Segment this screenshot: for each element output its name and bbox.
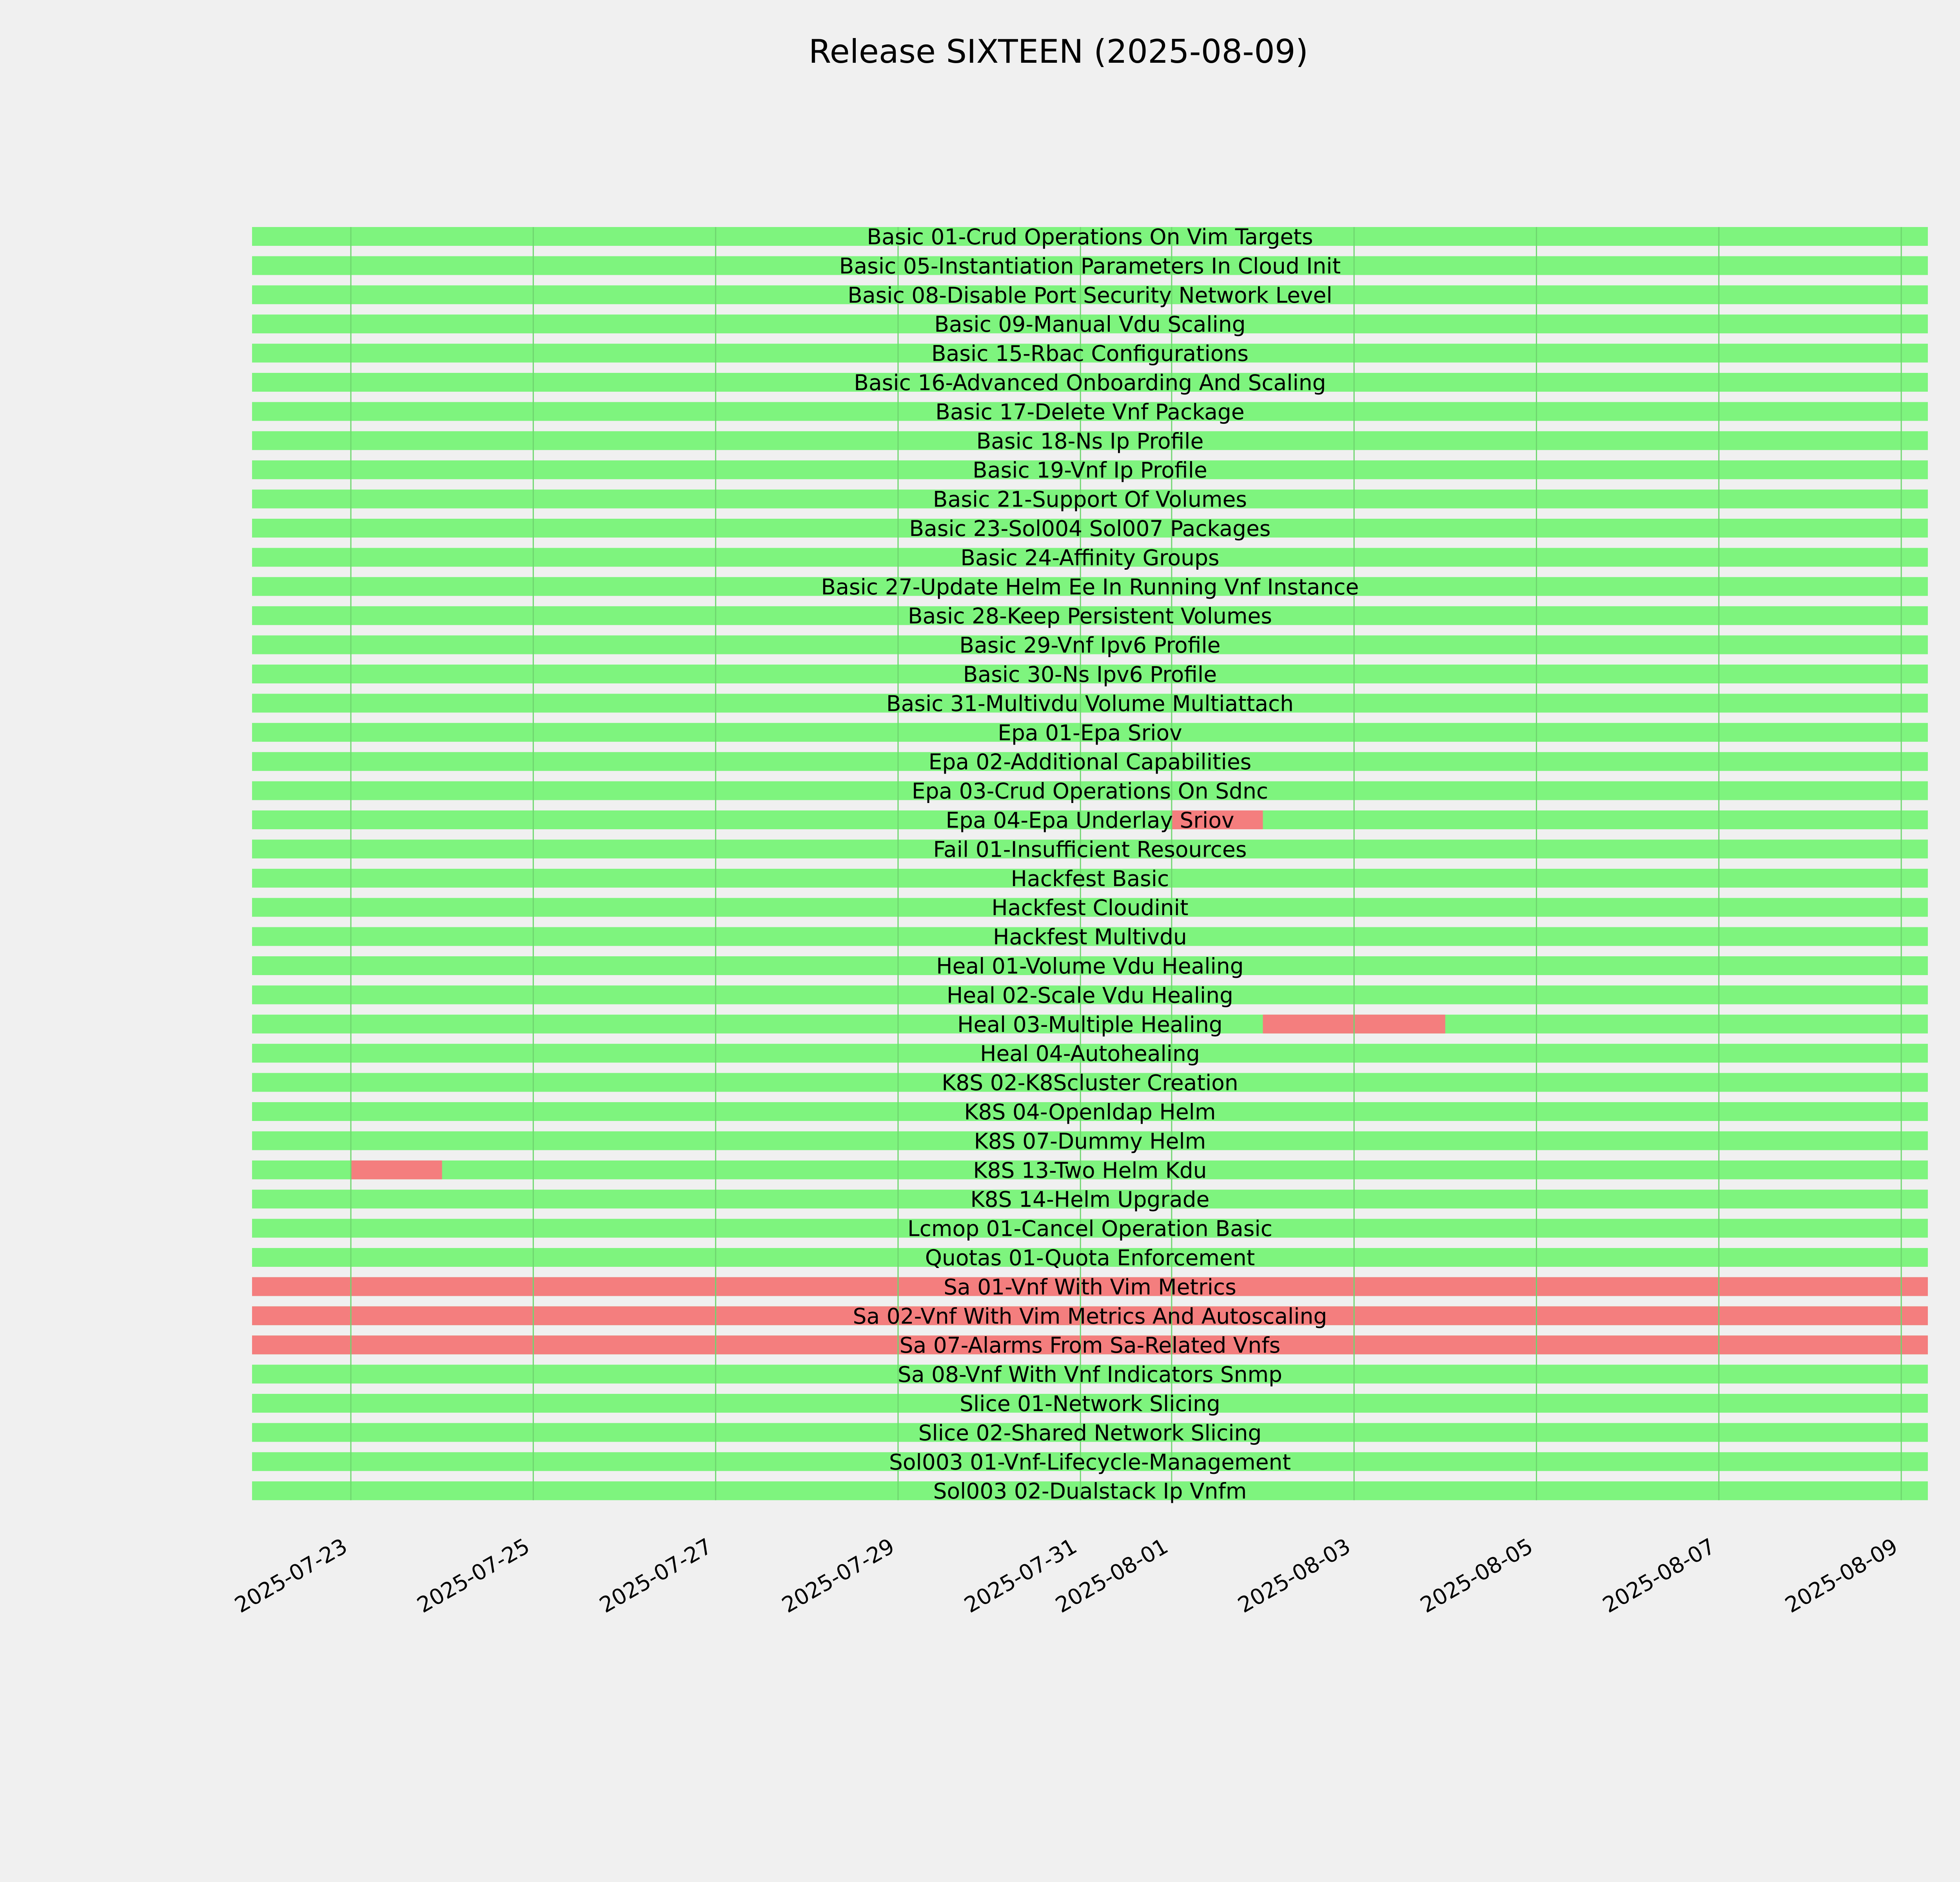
row-label: Basic 17-Delete Vnf Package (935, 399, 1245, 425)
row-label: Basic 09-Manual Vdu Scaling (934, 312, 1246, 337)
x-tick-label: 2025-08-09 (1780, 1533, 1902, 1618)
row-label: K8S 07-Dummy Helm (974, 1128, 1206, 1154)
row-label: Hackfest Cloudinit (991, 895, 1189, 921)
row-label: K8S 14-Helm Upgrade (970, 1187, 1210, 1212)
row-label: Epa 02-Additional Capabilities (928, 749, 1252, 775)
row-label: Basic 23-Sol004 Sol007 Packages (909, 516, 1271, 541)
row-label: Basic 21-Support Of Volumes (933, 487, 1247, 512)
row-label: K8S 04-Openldap Helm (964, 1099, 1216, 1124)
row-label: Slice 02-Shared Network Slicing (918, 1420, 1262, 1446)
row-label: Sa 01-Vnf With Vim Metrics (944, 1274, 1236, 1300)
row-label: K8S 02-K8Scluster Creation (942, 1070, 1238, 1095)
x-tick-label: 2025-08-07 (1598, 1533, 1720, 1618)
row-label: Sol003 01-Vnf-Lifecycle-Management (889, 1449, 1291, 1475)
row-label: Epa 03-Crud Operations On Sdnc (911, 778, 1269, 804)
x-tick-label: 2025-07-29 (777, 1533, 899, 1618)
row-label: Basic 31-Multivdu Volume Multiattach (886, 691, 1294, 716)
row-label: Basic 16-Advanced Onboarding And Scaling (854, 370, 1326, 395)
row-label: Heal 03-Multiple Healing (957, 1012, 1223, 1037)
x-tick-label: 2025-08-03 (1233, 1533, 1355, 1618)
row-label: Hackfest Multivdu (993, 924, 1187, 950)
row-label: Slice 01-Network Slicing (960, 1391, 1220, 1416)
row-label: Basic 27-Update Helm Ee In Running Vnf Instance (821, 574, 1359, 599)
row-label: K8S 13-Two Helm Kdu (973, 1157, 1207, 1183)
row-label: Basic 08-Disable Port Security Network Level (848, 282, 1332, 308)
row-label: Quotas 01-Quota Enforcement (925, 1245, 1255, 1270)
chart-title: Release SIXTEEN (2025-08-09) (808, 33, 1308, 71)
row-label: Epa 01-Epa Sriov (998, 720, 1182, 745)
x-tick-label: 2025-08-05 (1416, 1533, 1537, 1618)
row-label: Hackfest Basic (1011, 866, 1169, 891)
row-label: Heal 04-Autohealing (980, 1041, 1200, 1066)
x-tick-label: 2025-07-25 (413, 1533, 534, 1618)
row-label: Basic 19-Vnf Ip Profile (973, 458, 1207, 483)
row-label: Heal 01-Volume Vdu Healing (936, 954, 1244, 979)
row-label: Epa 04-Epa Underlay Sriov (946, 808, 1234, 833)
row-label: Sol003 02-Dualstack Ip Vnfm (933, 1479, 1247, 1504)
x-tick-label: 2025-07-27 (595, 1533, 717, 1618)
row-label: Lcmop 01-Cancel Operation Basic (907, 1216, 1272, 1241)
row-label: Basic 29-Vnf Ipv6 Profile (959, 632, 1221, 658)
row-label: Heal 02-Scale Vdu Healing (946, 983, 1234, 1008)
x-tick-label: 2025-08-01 (1051, 1533, 1172, 1618)
row-label: Basic 28-Keep Persistent Volumes (907, 603, 1272, 629)
x-tick-label: 2025-07-23 (230, 1533, 352, 1618)
row-label: Sa 07-Alarms From Sa-Related Vnfs (899, 1333, 1281, 1358)
row-label: Basic 05-Instantiation Parameters In Cloud Init (839, 253, 1341, 279)
x-tick-label: 2025-07-31 (960, 1533, 1081, 1618)
fail-bar (351, 1161, 442, 1179)
row-label: Fail 01-Insufficient Resources (933, 837, 1247, 862)
row-label: Basic 30-Ns Ipv6 Profile (963, 662, 1217, 687)
row-label: Sa 08-Vnf With Vnf Indicators Snmp (897, 1362, 1283, 1387)
row-label: Basic 18-Ns Ip Profile (976, 428, 1204, 454)
row-label: Basic 01-Crud Operations On Vim Targets (867, 224, 1313, 249)
row-label: Sa 02-Vnf With Vim Metrics And Autoscaling (853, 1303, 1327, 1329)
row-label: Basic 15-Rbac Configurations (931, 341, 1249, 366)
row-label: Basic 24-Affinity Groups (960, 545, 1220, 570)
